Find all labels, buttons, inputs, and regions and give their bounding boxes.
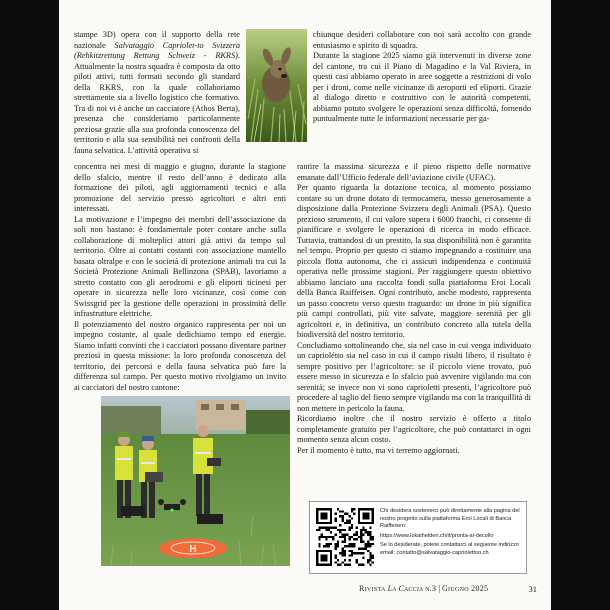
article-paragraph: Per il momento è tutto, ma vi terremo aggiornati. [297,445,460,455]
article-paragraph: stampe 3D) opera con il supporto della rete nazionale Salvataggio Capriolet-to Svizzera (Rehkitzrettung Rettung Schweiz - RKRS). Attualmente la nostra squadra è composta da otto piloti attivi, tutti formati secondo gli standard della RKRS, con la quale collaboriamo strettamente sia a livello logistico che formativo. Tra di noi vi è anche un cacciatore (Athos Berta), presenza che consideriamo particolarmente preziosa grazie alla sua profonda conoscenza del territorio e alla sua sensibilità nei confronti della fauna selvatica. L’attività operativa si [74,30,240,155]
article-paragraph: concentra nei mesi di maggio e giugno, durante la stagione dello sfalcio, mentre il resto dell’anno è dedicato alla formazione dei piloti, agli aggiornamenti tecnici e alla promozione del servizio presso agricoltori e altri enti interessati. [74,162,286,213]
donation-info-text [380,508,521,560]
footer-magazine-title: La Caccia [387,584,424,593]
article-paragraph: Concludiamo sottolineando che, sia nel caso in cui venga individuato un capriolétto sia nel caso in cui il campo risulti libero, il risultato è sempre positivo per l’agricoltore: se il piccolo viene trovato, può essere messo in sicurezza e lo sfalcio può avvenire vigilando ma con serenità; se invece non vi sono caprioletti presenti, l’agricoltore può procedere al taglio del fieno sempre vigilando ma con la tranquillità di non mettere in pericolo la fauna. [297,340,531,413]
footer-issue: n.3 [425,584,437,593]
magazine-page [59,0,551,610]
article-column-left-top [74,30,240,156]
article-paragraph: La motivazione e l’impegno dei membri dell’associazione da soli non bastano: è fondamentale poter contare anche sulla collaborazione di molteplici attori già attivi da tempo sul territorio. Oltre ai contatti costanti con associazione mantello basata oltralpe e con le società di protezione animali tra cui la Società Protezione Animali Bellinzona (SPAB), lavoriamo a stretto contatto con gli aerodromi e gli eliporti ticinesi per operare in sicurezza nelle loro vicinanze, così come con Swissgrid per la gestione delle operazioni in prossimità delle infrastrutture elettriche. [74,214,286,318]
donation-instruction: Chi desidera sostenerci può direttamente alla pagina del nostro progetto sulla piattaforma Eroi Locali di Banca Raiffeisen: [380,508,520,530]
article-column-left-bottom [74,162,286,393]
article-paragraph: Durante la stagione 2025 siamo già intervenuti in diverse zone del cantone, tra cui il Piano di Magadino e la Val Riviera, in questi casi abbiamo operato in aree soggette a restrizioni di volo per i droni, come nelle vicinanze di aeroporti ed eliporti. Grazie al dialogo diretto e costruttivo con le autorità competenti, abbiamo potuto svolgere le operazioni senza difficoltà, fornendo puntualmente tutte le informazioni necessarie per ga- [313,51,531,123]
page-footer [359,584,537,593]
donation-url-link[interactable]: https://www.lokalhelden.ch/it/pronta-al-decollo [380,532,494,539]
article-column-right-bottom [297,162,531,456]
footer-separator: | [438,584,440,593]
contact-email-text: Se lo desiderate, potete contattarci al seguente indirizzo email: contatto@salvataggio-capriolettoo.ch [380,542,519,556]
footer-magazine: Rivista [359,584,386,593]
article-paragraph: Ricordiamo inoltre che il nostro servizio è offerto a titolo completamente gratuito per l’agricoltore, che può contattarci in ogni momento senza alcun costo. [297,414,531,444]
svg-text:H: H [189,544,197,555]
article-paragraph: chiunque desideri collaborare con noi sarà accolto con grande entusiasmo e spirito di squadra. [313,30,531,50]
page-number: 31 [528,584,537,594]
footer-date: Giugno 2025 [441,584,489,593]
fawn-photo [246,29,307,142]
article-paragraph: Per quanto riguarda la dotazione tecnica, al momento possiamo contare su un drone dotato di termocamera, messo generosamente a disposizione dalla Protezione Svizzera degli Animali (PSA). Questo prezioso strumento, il cui valore supera i 6000 franchi, ci consente di pianificare e svolgere le operazioni di ricerca in modo efficace. Tuttavia, trattandosi di un prestito, la sua disponibilità non è garantita nel tempo. Proprio per questo ci stiamo impegnando a costituire una piccola flotta autonoma, che ci assicuri indipendenza e continuità operativa nelle prossime stagioni. Per raggiungere questo obiettivo abbiamo lanciato una raccolta fondi sulla piattaforma Eroi Locali della Banca Raiffeisen. Ogni contributo, anche modesto, rappresenta un passo concreto verso questo traguardo: un drone in più significa più campi controllati, più vite salvate, maggiore serenità per gli agricoltori e, in definitiva, un contributo concreto alla tutela della biodiversità del nostro territorio. [297,183,531,339]
article-column-right-top [313,30,531,125]
volunteers-field-photo [101,396,290,566]
article-paragraph: rantire la massima sicurezza e il pieno rispetto delle normative emanate dall’Ufficio federale dell’aviazione civile (UFAC). [297,162,531,182]
qr-code[interactable] [316,508,374,566]
donation-info-box [309,501,527,574]
article-paragraph: Il potenziamento del nostro organico rappresenta per noi un impegno costante, al quale dedichiamo tempo ed energie. Siamo infatti convinti che i cacciatori possano diventare partner preziosi in questa missione: la loro profonda conoscenza del territorio, dei percorsi e della fauna selvatica può fare la differenza sul campo. Per questo motivo rivolgiamo un invito ai cacciatori del nostro cantone: [74,319,286,392]
